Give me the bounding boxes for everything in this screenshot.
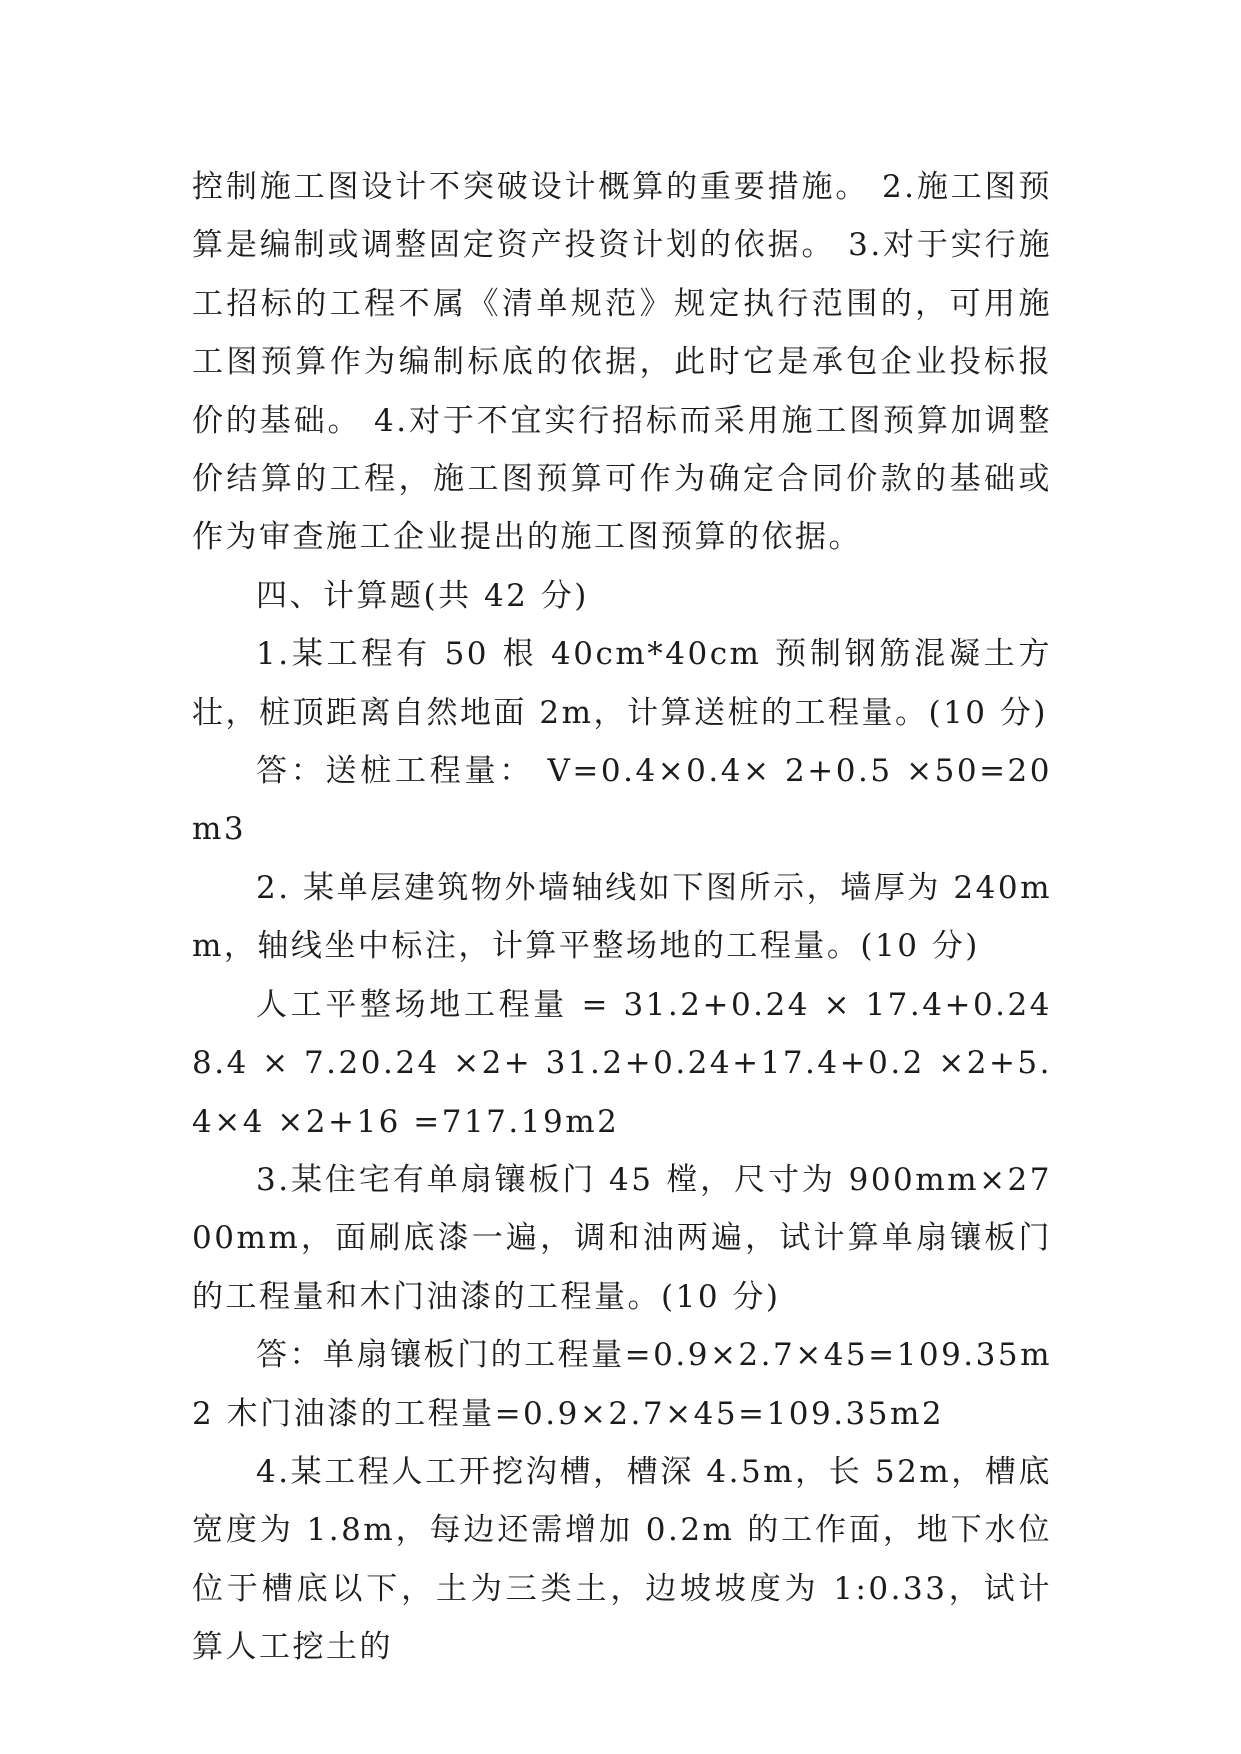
section-heading-calculation-questions: 四、计算题(共 42 分) — [256, 577, 589, 614]
question-1-pile-driving: 1.某工程有 50 根 40cm*40cm 预制钢筋混凝土方壮，桩顶距离自然地面 2m，计算送桩的工程量。(10 分) — [192, 636, 1052, 731]
document-body — [192, 158, 1052, 1677]
answer-2-site-leveling: 人工平整场地工程量 = 31.2+0.24 × 17.4+0.24 8.4 × 7.20.24 ×2+ 31.2+0.24+17.4+0.2 ×2+5.4×4 ×2+16 =717.19m2 — [192, 986, 1052, 1140]
answer-1-pile-driving: 答：送桩工程量： V=0.4×0.4× 2+0.5 ×50=20m3 — [192, 753, 1052, 848]
answer-3-panel-doors: 答：单扇镶板门的工程量=0.9×2.7×45=109.35m2 木门油漆的工程量=0.9×2.7×45=109.35m2 — [192, 1337, 1052, 1432]
paragraph-construction-drawing-budget-uses: 控制施工图设计不突破设计概算的重要措施。 2.施工图预算是编制或调整固定资产投资计划的依据。 3.对于实行施工招标的工程不属《清单规范》规定执行范围的，可用施工图预算作为编制标底的依据，此时它是承包企业投标报价的基础。 4.对于不宜实行招标而采用施工图预算加调整价结算的工程，施工图预算可作为确定合同价款的基础或作为审查施工企业提出的施工图预算的依据。 — [192, 169, 1052, 556]
question-4-trench-excavation: 4.某工程人工开挖沟槽，槽深 4.5m，长 52m，槽底宽度为 1.8m，每边还需增加 0.2m 的工作面，地下水位位于槽底以下，土为三类土，边坡坡度为 1:0.33，试计算人工挖土的 — [192, 1453, 1052, 1666]
question-2-site-leveling: 2. 某单层建筑物外墙轴线如下图所示，墙厚为 240mm，轴线坐中标注，计算平整场地的工程量。(10 分) — [192, 869, 1052, 965]
question-3-panel-doors: 3.某住宅有单扇镶板门 45 樘，尺寸为 900mm×2700mm，面刷底漆一遍，调和油两遍，试计算单扇镶板门的工程量和木门油漆的工程量。(10 分) — [192, 1161, 1052, 1315]
